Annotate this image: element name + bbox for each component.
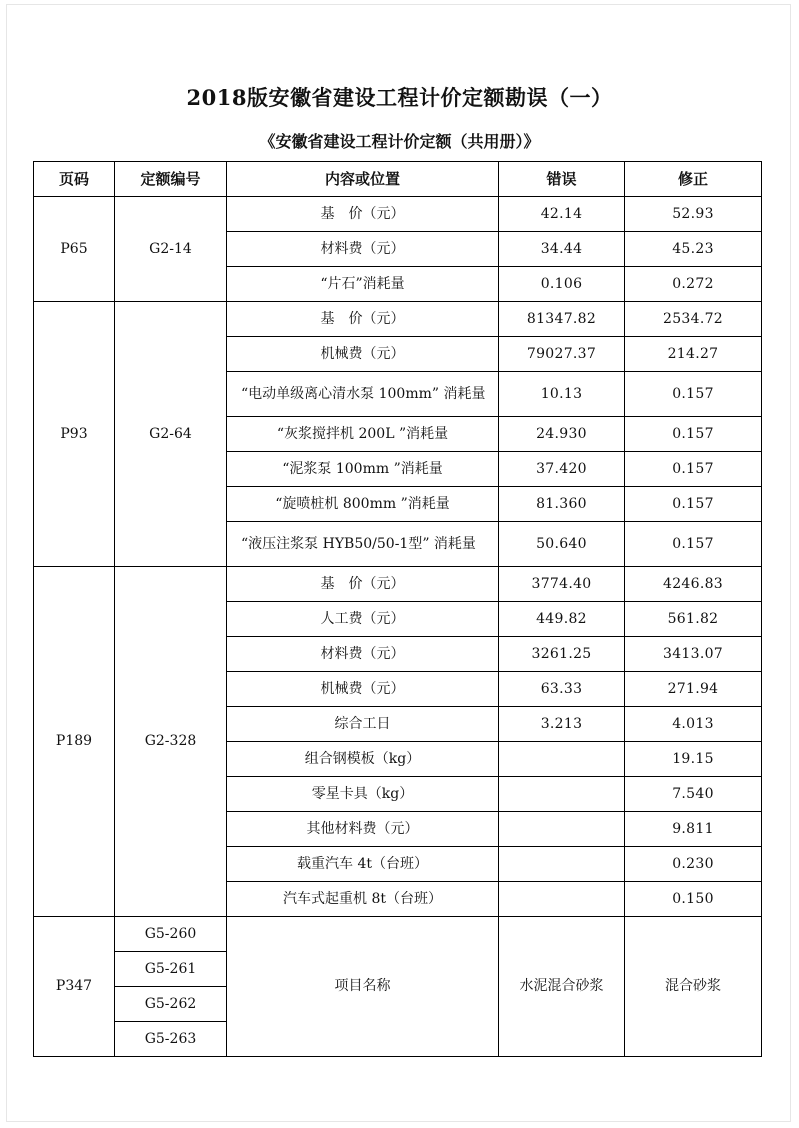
content-cell: “片石”消耗量 [227,267,499,302]
header-code: 定额编号 [115,162,227,197]
fix-cell: 0.150 [625,882,762,917]
fix-cell: 0.157 [625,417,762,452]
fix-cell: 7.540 [625,777,762,812]
wrong-cell: 3.213 [499,707,625,742]
fix-cell: 52.93 [625,197,762,232]
content-cell: 材料费（元） [227,232,499,267]
document-subtitle: 《安徽省建设工程计价定额（共用册）》 [259,132,540,151]
fix-cell: 0.230 [625,847,762,882]
content-cell: 基 价（元） [227,567,499,602]
page-cell: P65 [34,197,115,302]
code-cell: G2-14 [115,197,227,302]
content-cell: “灰浆搅拌机 200L ”消耗量 [227,417,499,452]
table-row [34,197,762,232]
fix-cell: 4.013 [625,707,762,742]
fix-cell: 561.82 [625,602,762,637]
fix-cell: 214.27 [625,337,762,372]
wrong-cell: 3774.40 [499,567,625,602]
code-cell: G2-64 [115,302,227,567]
fix-cell: 4246.83 [625,567,762,602]
wrong-cell: 10.13 [499,372,625,417]
page-cell: P189 [34,567,115,917]
content-cell: 汽车式起重机 8t（台班） [227,882,499,917]
wrong-cell: 81.360 [499,487,625,522]
code-cell: G2-328 [115,567,227,917]
fix-cell: 0.272 [625,267,762,302]
fix-cell: 271.94 [625,672,762,707]
page-cell: P93 [34,302,115,567]
code-cell: G5-261 [115,952,227,987]
content-cell: 组合钢模板（kg） [227,742,499,777]
header-content: 内容或位置 [227,162,499,197]
table-row [34,917,762,952]
fix-cell: 0.157 [625,452,762,487]
code-cell: G5-262 [115,987,227,1022]
content-cell: 项目名称 [227,917,499,1057]
content-cell: “电动单级离心清水泵 100mm” 消耗量 [227,372,499,417]
wrong-cell: 0.106 [499,267,625,302]
wrong-cell [499,847,625,882]
wrong-cell: 34.44 [499,232,625,267]
errata-table [33,161,762,1057]
content-cell: 载重汽车 4t（台班） [227,847,499,882]
content-cell: “旋喷桩机 800mm ”消耗量 [227,487,499,522]
wrong-cell: 50.640 [499,522,625,567]
header-fix: 修正 [625,162,762,197]
fix-cell: 45.23 [625,232,762,267]
wrong-cell: 42.14 [499,197,625,232]
code-cell: G5-263 [115,1022,227,1057]
wrong-cell: 3261.25 [499,637,625,672]
wrong-cell [499,882,625,917]
content-cell: 人工费（元） [227,602,499,637]
fix-cell: 2534.72 [625,302,762,337]
content-cell: 基 价（元） [227,197,499,232]
document-title: 2018版安徽省建设工程计价定额勘误（一） [186,85,613,110]
content-cell: 零星卡具（kg） [227,777,499,812]
fix-cell: 19.15 [625,742,762,777]
table-row [34,567,762,602]
content-cell: “泥浆泵 100mm ”消耗量 [227,452,499,487]
content-cell: 其他材料费（元） [227,812,499,847]
content-cell: 材料费（元） [227,637,499,672]
header-wrong: 错误 [499,162,625,197]
fix-cell: 9.811 [625,812,762,847]
wrong-cell: 81347.82 [499,302,625,337]
wrong-cell: 水泥混合砂浆 [499,917,625,1057]
content-cell: 综合工日 [227,707,499,742]
content-cell: “液压注浆泵 HYB50/50-1型” 消耗量 [227,522,499,567]
content-cell: 机械费（元） [227,337,499,372]
code-cell: G5-260 [115,917,227,952]
table-row [34,302,762,337]
fix-cell: 0.157 [625,372,762,417]
page-cell: P347 [34,917,115,1057]
fix-cell: 3413.07 [625,637,762,672]
wrong-cell: 449.82 [499,602,625,637]
fix-cell: 0.157 [625,522,762,567]
fix-cell: 0.157 [625,487,762,522]
wrong-cell [499,742,625,777]
header-page: 页码 [34,162,115,197]
wrong-cell: 37.420 [499,452,625,487]
content-cell: 机械费（元） [227,672,499,707]
wrong-cell: 63.33 [499,672,625,707]
wrong-cell: 79027.37 [499,337,625,372]
wrong-cell [499,777,625,812]
wrong-cell: 24.930 [499,417,625,452]
content-cell: 基 价（元） [227,302,499,337]
fix-cell: 混合砂浆 [625,917,762,1057]
wrong-cell [499,812,625,847]
table-header-row [34,162,762,197]
